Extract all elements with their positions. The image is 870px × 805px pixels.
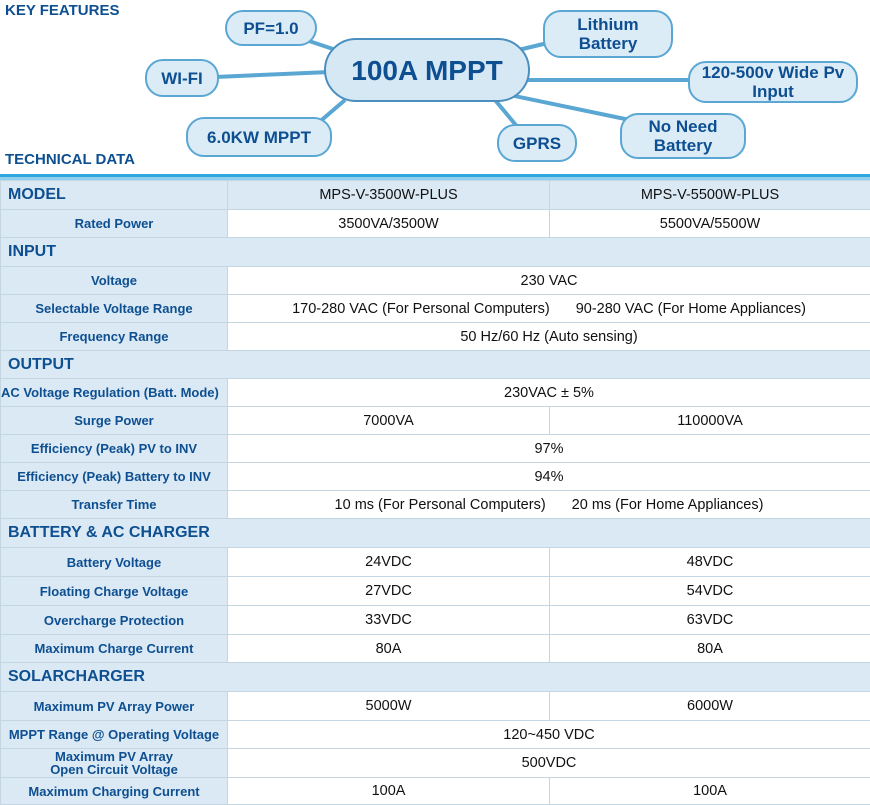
cell-value: 100A (550, 778, 870, 805)
row-label-line-1: Maximum PV Array (1, 750, 227, 763)
row-label: Efficiency (Peak) PV to INV (1, 435, 228, 463)
section-title: BATTERY & AC CHARGER (1, 519, 870, 548)
row-label: Frequency Range (1, 323, 228, 351)
row-label: Maximum Charging Current (1, 778, 228, 805)
table-row (1, 295, 870, 323)
row-label: Floating Charge Voltage (1, 577, 228, 606)
table-row (1, 577, 870, 606)
cell-value: 120~450 VDC (228, 721, 870, 749)
gprs-bubble: GPRS (497, 124, 577, 162)
cell-value: 50 Hz/60 Hz (Auto sensing) (228, 323, 870, 351)
cell-value: 7000VA (228, 407, 550, 435)
table-row (1, 435, 870, 463)
section-header-solar (1, 663, 870, 692)
cell-value: 230VAC ± 5% (228, 379, 870, 407)
cell-value: 94% (228, 463, 870, 491)
pf-bubble: PF=1.0 (225, 10, 317, 46)
section-header-output (1, 351, 870, 379)
table-row (1, 210, 870, 238)
cell-value: 80A (228, 635, 550, 663)
section-title: SOLARCHARGER (1, 663, 870, 692)
row-label: AC Voltage Regulation (Batt. Mode) (1, 379, 228, 407)
cell-value: 6000W (550, 692, 870, 721)
table-row (1, 721, 870, 749)
cell-value: 3500VA/3500W (228, 210, 550, 238)
model-b: MPS-V-5500W-PLUS (550, 181, 870, 210)
cell-value: 48VDC (550, 548, 870, 577)
table-row (1, 692, 870, 721)
cell-value: 500VDC (228, 749, 870, 778)
model-a: MPS-V-3500W-PLUS (228, 181, 550, 210)
row-label: Efficiency (Peak) Battery to INV (1, 463, 228, 491)
cell-value (228, 295, 870, 323)
row-label: Maximum PV Array Power (1, 692, 228, 721)
cell-value: 5500VA/5500W (550, 210, 870, 238)
table-row (1, 463, 870, 491)
cell-value: 5000W (228, 692, 550, 721)
table-row (1, 491, 870, 519)
cell-value: 80A (550, 635, 870, 663)
row-label: Surge Power (1, 407, 228, 435)
table-row (1, 778, 870, 805)
model-label: MODEL (1, 181, 228, 210)
table-row (1, 606, 870, 635)
row-label: Overcharge Protection (1, 606, 228, 635)
row-label-line-2: Open Circuit Voltage (1, 763, 227, 776)
row-label (1, 749, 228, 778)
key-features-title: KEY FEATURES (5, 2, 119, 19)
cell-value: 230 VAC (228, 267, 870, 295)
cell-value (228, 491, 870, 519)
section-header-battery (1, 519, 870, 548)
cell-value: 97% (228, 435, 870, 463)
transfer-personal-computers: 10 ms (For Personal Computers) (335, 497, 546, 513)
cell-value: 54VDC (550, 577, 870, 606)
model-row (1, 181, 870, 210)
cell-value: 24VDC (228, 548, 550, 577)
table-row (1, 407, 870, 435)
range-home-appliances: 90-280 VAC (For Home Appliances) (576, 301, 806, 317)
no-battery-bubble: No Need Battery (620, 113, 746, 159)
cell-value: 27VDC (228, 577, 550, 606)
main-feature-bubble: 100A MPPT (324, 38, 530, 102)
technical-data-title: TECHNICAL DATA (5, 151, 135, 168)
mppt-power-bubble: 6.0KW MPPT (186, 117, 332, 157)
lithium-battery-bubble: Lithium Battery (543, 10, 673, 58)
section-title: OUTPUT (1, 351, 870, 379)
section-header-input (1, 238, 870, 267)
table-row (1, 548, 870, 577)
transfer-home-appliances: 20 ms (For Home Appliances) (572, 497, 764, 513)
spec-table (0, 180, 870, 805)
table-row (1, 323, 870, 351)
section-title: INPUT (1, 238, 870, 267)
cell-value: 63VDC (550, 606, 870, 635)
wifi-bubble: WI-FI (145, 59, 219, 97)
row-label: Selectable Voltage Range (1, 295, 228, 323)
range-personal-computers: 170-280 VAC (For Personal Computers) (292, 301, 550, 317)
row-label: Transfer Time (1, 491, 228, 519)
table-row (1, 267, 870, 295)
pv-input-bubble: 120-500v Wide Pv Input (688, 61, 858, 103)
row-label: Voltage (1, 267, 228, 295)
cell-value: 100A (228, 778, 550, 805)
cell-value: 110000VA (550, 407, 870, 435)
table-row (1, 635, 870, 663)
row-label: Battery Voltage (1, 548, 228, 577)
cell-value: 33VDC (228, 606, 550, 635)
row-label: MPPT Range @ Operating Voltage (1, 721, 228, 749)
row-label: Rated Power (1, 210, 228, 238)
row-label: Maximum Charge Current (1, 635, 228, 663)
table-row (1, 749, 870, 778)
table-row (1, 379, 870, 407)
